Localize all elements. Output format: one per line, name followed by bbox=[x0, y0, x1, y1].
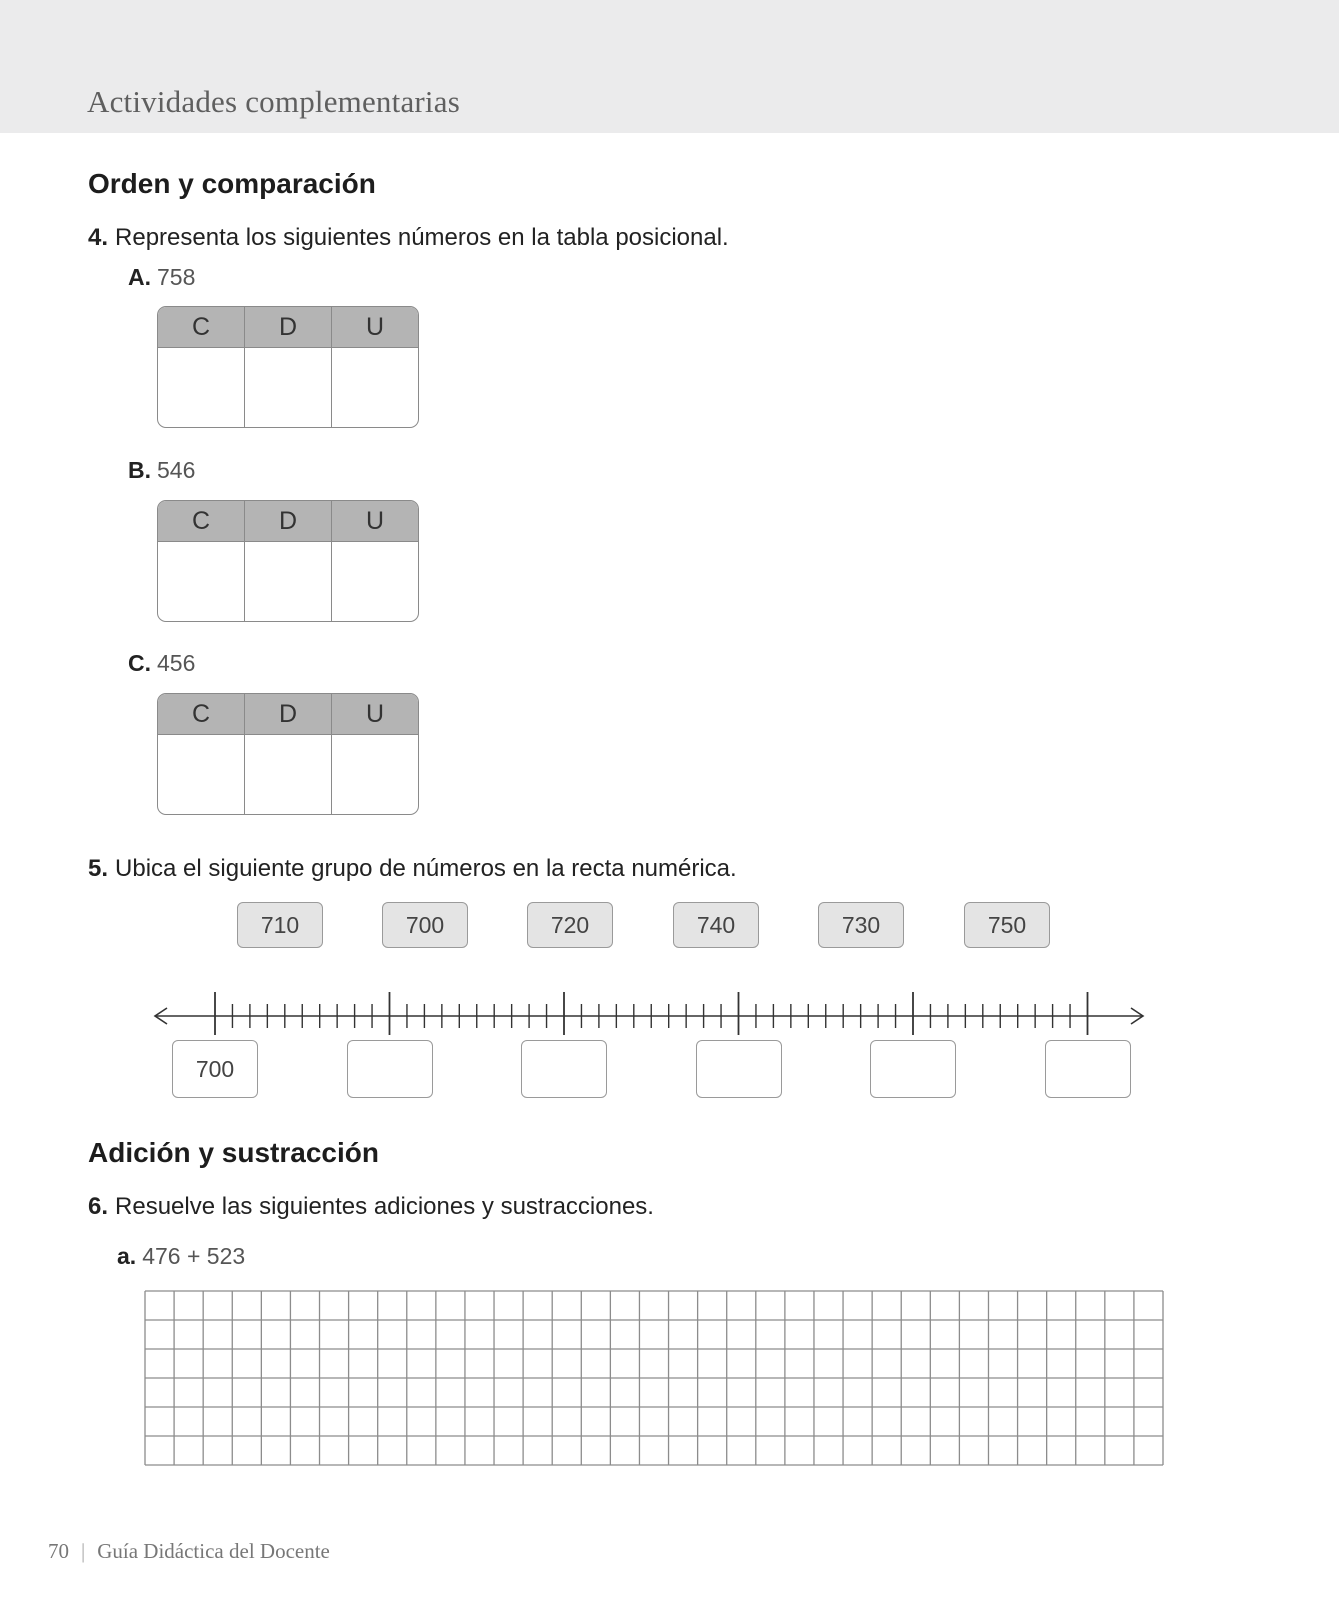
answer-box[interactable] bbox=[1045, 1040, 1131, 1098]
exercise-5-number: 5. bbox=[88, 855, 109, 882]
answer-box[interactable]: 700 bbox=[172, 1040, 258, 1098]
page-number: 70 bbox=[48, 1539, 69, 1563]
column-header-u: U bbox=[331, 501, 418, 541]
exercise-5-text: Ubica el siguiente grupo de números en la recta numérica. bbox=[115, 855, 737, 882]
cell-u[interactable] bbox=[331, 348, 418, 428]
number-card[interactable]: 750 bbox=[964, 902, 1050, 948]
item-a-value: 758 bbox=[157, 264, 196, 290]
cell-c[interactable] bbox=[158, 348, 244, 428]
column-header-u: U bbox=[331, 307, 418, 347]
column-header-c: C bbox=[191, 312, 211, 341]
exercise-6a-expression: 476 + 523 bbox=[142, 1243, 246, 1269]
cell-u[interactable] bbox=[331, 542, 418, 622]
answer-box[interactable] bbox=[521, 1040, 607, 1098]
page-footer bbox=[48, 1539, 330, 1564]
header-band bbox=[0, 0, 1339, 133]
answer-box[interactable] bbox=[870, 1040, 956, 1098]
number-card[interactable]: 710 bbox=[237, 902, 323, 948]
exercise-4-instruction bbox=[88, 224, 729, 252]
cell-d[interactable] bbox=[244, 542, 331, 622]
item-c-label bbox=[128, 650, 195, 677]
cell-d[interactable] bbox=[244, 735, 331, 815]
column-header-c: C bbox=[191, 699, 211, 728]
exercise-6-number: 6. bbox=[88, 1193, 109, 1220]
cell-c[interactable] bbox=[158, 542, 244, 622]
exercise-5-instruction bbox=[88, 855, 737, 883]
exercise-4-text: Representa los siguientes números en la tabla posicional. bbox=[115, 224, 729, 251]
answer-box[interactable] bbox=[347, 1040, 433, 1098]
number-card[interactable]: 740 bbox=[673, 902, 759, 948]
cell-c[interactable] bbox=[158, 735, 244, 815]
exercise-6a-letter: a. bbox=[117, 1243, 137, 1269]
number-card[interactable]: 730 bbox=[818, 902, 904, 948]
cell-u[interactable] bbox=[331, 735, 418, 815]
column-header-d: D bbox=[244, 307, 331, 347]
exercise-6-text: Resuelve las siguientes adiciones y sustracciones. bbox=[115, 1193, 654, 1220]
item-b-label bbox=[128, 457, 195, 484]
number-line bbox=[0, 985, 1339, 1035]
answer-box[interactable] bbox=[696, 1040, 782, 1098]
place-value-table-a bbox=[157, 306, 419, 428]
page-header-title: Actividades complementarias bbox=[87, 84, 460, 119]
exercise-4-number: 4. bbox=[88, 224, 109, 251]
item-c-value: 456 bbox=[157, 650, 196, 676]
book-title: Guía Didáctica del Docente bbox=[97, 1539, 330, 1563]
item-a-label bbox=[128, 264, 195, 291]
work-grid[interactable] bbox=[0, 1288, 1339, 1470]
column-header-d: D bbox=[244, 694, 331, 734]
item-b-letter: B. bbox=[128, 457, 151, 483]
column-header-d: D bbox=[244, 501, 331, 541]
footer-separator: | bbox=[81, 1539, 86, 1563]
section-title-addition: Adición y sustracción bbox=[88, 1137, 379, 1168]
item-a-letter: A. bbox=[128, 264, 151, 290]
number-card[interactable]: 700 bbox=[382, 902, 468, 948]
column-header-u: U bbox=[331, 694, 418, 734]
place-value-table-b bbox=[157, 500, 419, 622]
exercise-6a-label bbox=[117, 1243, 245, 1270]
item-b-value: 546 bbox=[157, 457, 196, 483]
place-value-table-c bbox=[157, 693, 419, 815]
cell-d[interactable] bbox=[244, 348, 331, 428]
section-title-order: Orden y comparación bbox=[88, 168, 376, 199]
exercise-6-instruction bbox=[88, 1193, 654, 1221]
number-card[interactable]: 720 bbox=[527, 902, 613, 948]
item-c-letter: C. bbox=[128, 650, 151, 676]
column-header-c: C bbox=[191, 506, 211, 535]
